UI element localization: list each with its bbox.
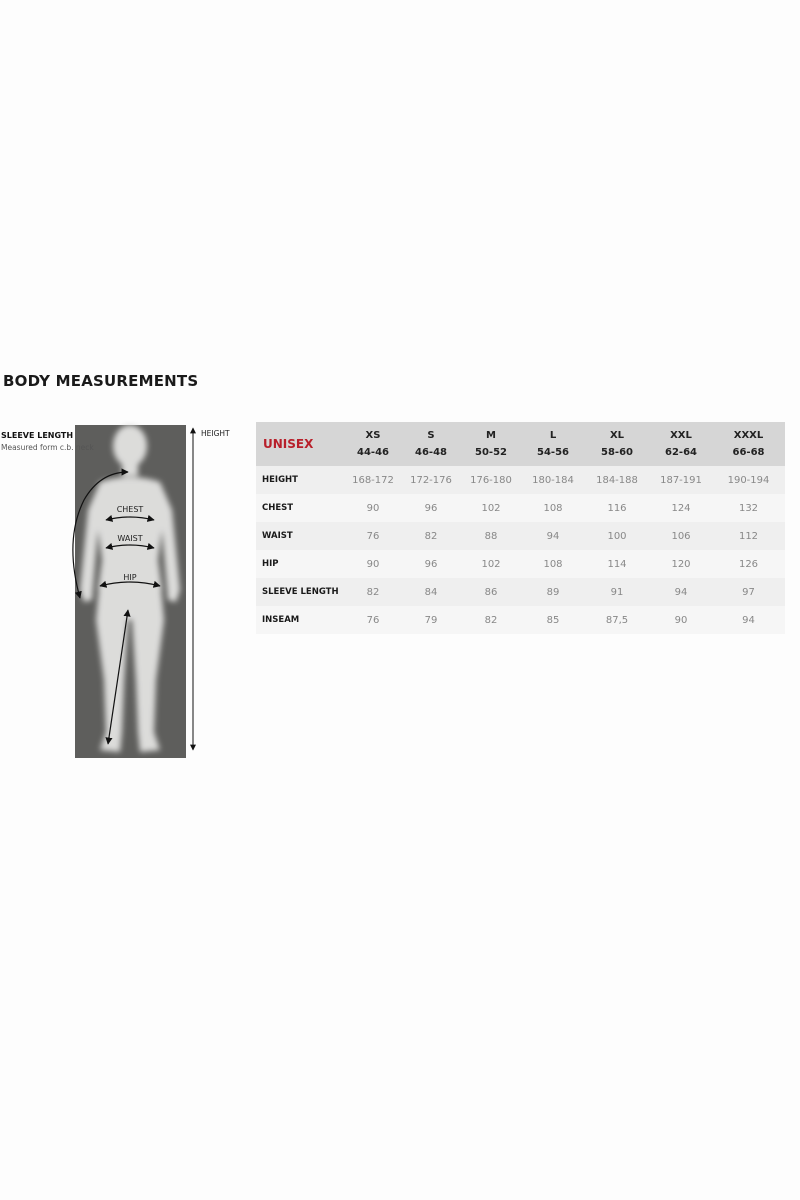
table-cell: 126	[738, 558, 759, 570]
table-cell: 79	[424, 614, 438, 626]
table-row-chest	[256, 494, 785, 522]
sleeve-length-label: SLEEVE LENGTH	[1, 431, 74, 440]
table-cell: 76	[366, 530, 380, 542]
table-cell: 82	[366, 586, 380, 598]
table-row-inseam	[256, 606, 785, 634]
size-header-l: L 54-56	[537, 430, 569, 458]
hip-label: HIP	[123, 573, 137, 582]
size-header-xxxl: XXXL 66-68	[732, 430, 765, 458]
row-label: HEIGHT	[262, 475, 298, 485]
table-row-waist	[256, 522, 785, 550]
row-label: HIP	[262, 559, 279, 569]
table-cell: 108	[543, 502, 563, 514]
table-cell: 187-191	[660, 474, 702, 486]
table-row-height	[256, 466, 785, 494]
gender-label: UNISEX	[263, 437, 314, 451]
table-cell: 87,5	[605, 614, 629, 626]
table-cell: 94	[674, 586, 688, 598]
table-cell: 82	[484, 614, 498, 626]
table-cell: 102	[481, 502, 501, 514]
chest-label: CHEST	[116, 505, 144, 514]
table-cell: 88	[484, 530, 498, 542]
size-header-xl: XL 58-60	[601, 430, 633, 458]
table-cell: 89	[546, 586, 560, 598]
table-cell: 124	[671, 502, 691, 514]
body-figure-illustration	[0, 420, 250, 765]
table-cell: 90	[674, 614, 688, 626]
table-cell: 112	[738, 530, 759, 542]
table-cell: 172-176	[410, 474, 452, 486]
table-cell: 100	[607, 530, 627, 542]
sleeve-length-note: Measured form c.b. neck	[1, 443, 94, 452]
table-cell: 114	[607, 558, 627, 570]
table-cell: 180-184	[532, 474, 574, 486]
table-cell: 176-180	[470, 474, 512, 486]
table-cell: 76	[366, 614, 380, 626]
table-cell: 106	[671, 530, 691, 542]
size-header-xs: XS 44-46	[357, 430, 389, 458]
table-row-hip	[256, 550, 785, 578]
size-header-s: S 46-48	[415, 430, 447, 458]
row-label: INSEAM	[262, 615, 300, 625]
table-cell: 97	[742, 586, 755, 598]
table-cell: 86	[484, 586, 498, 598]
table-cell: 108	[543, 558, 563, 570]
row-label: WAIST	[262, 531, 293, 541]
table-cell: 90	[366, 502, 380, 514]
table-cell: 96	[424, 502, 438, 514]
table-cell: 116	[607, 502, 627, 514]
table-cell: 94	[546, 530, 560, 542]
size-header-xxl: XXL 62-64	[665, 430, 697, 458]
table-cell: 91	[610, 586, 624, 598]
size-header-row	[256, 422, 785, 466]
table-cell: 90	[366, 558, 380, 570]
row-label: SLEEVE LENGTH	[262, 587, 339, 597]
page-title: BODY MEASUREMENTS	[3, 372, 199, 390]
table-cell: 132	[738, 502, 759, 514]
table-cell: 120	[671, 558, 691, 570]
table-cell: 184-188	[596, 474, 638, 486]
waist-label: WAIST	[117, 534, 143, 543]
table-cell: 96	[424, 558, 438, 570]
table-cell: 168-172	[352, 474, 394, 486]
row-label: CHEST	[262, 503, 294, 513]
height-label: HEIGHT	[201, 429, 230, 438]
table-cell: 85	[546, 614, 560, 626]
table-cell: 94	[742, 614, 755, 626]
table-cell: 102	[481, 558, 501, 570]
size-header-m: M 50-52	[475, 430, 507, 458]
table-cell: 82	[424, 530, 438, 542]
size-chart-table	[256, 422, 785, 634]
table-cell: 190-194	[727, 474, 770, 486]
table-row-sleeve-length	[256, 578, 785, 606]
table-cell: 84	[424, 586, 438, 598]
